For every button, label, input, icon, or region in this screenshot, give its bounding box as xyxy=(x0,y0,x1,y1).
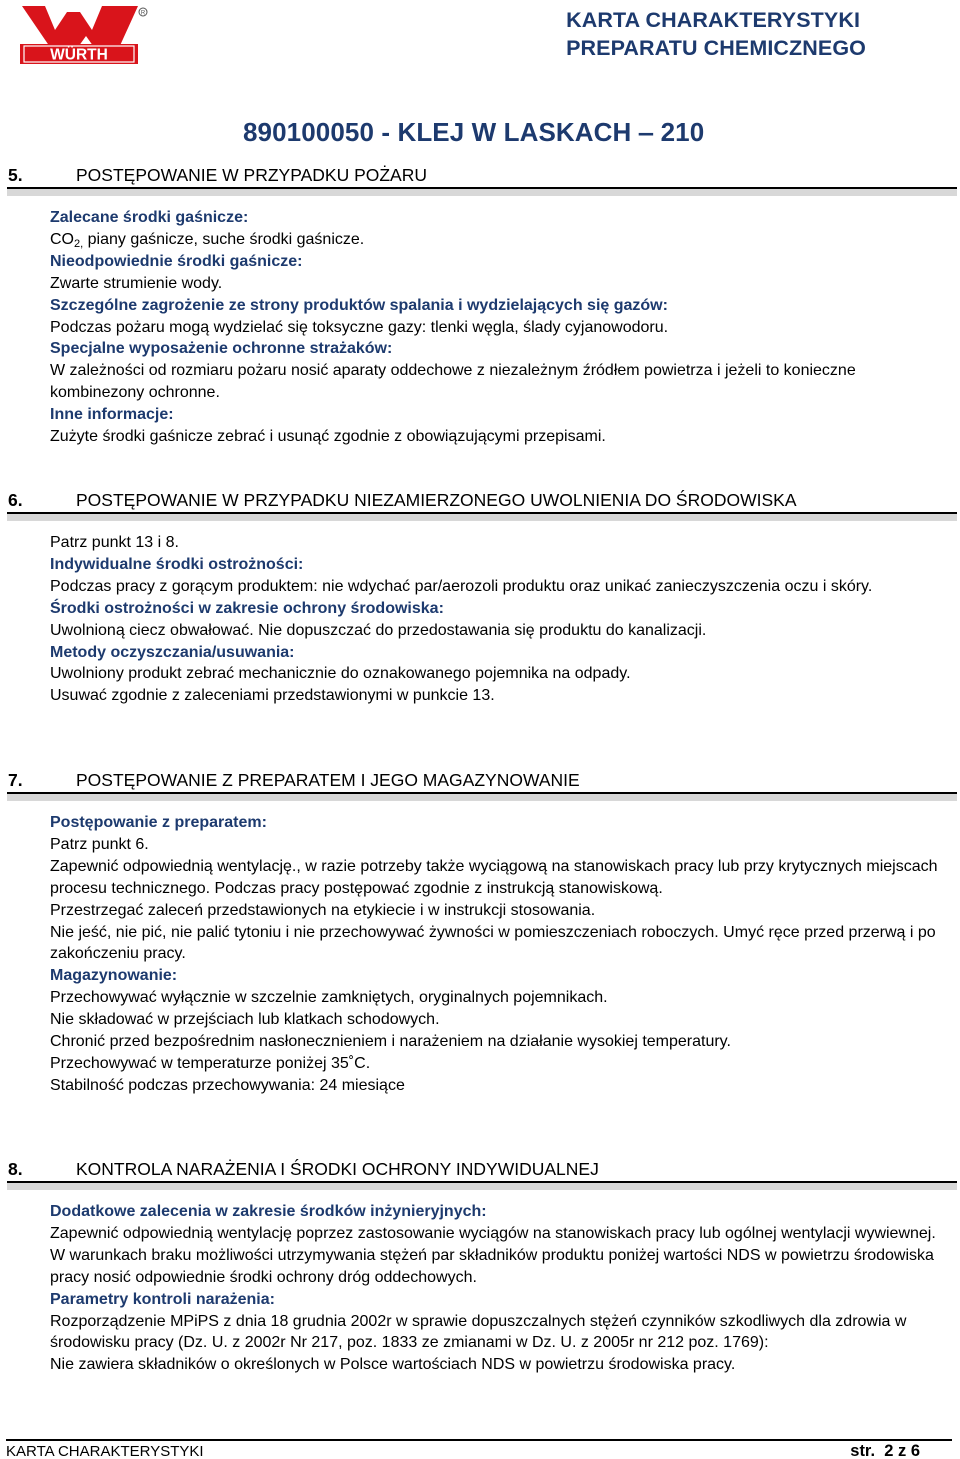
section-number: 7. xyxy=(8,770,23,790)
paragraph: Patrz punkt 13 i 8. xyxy=(50,534,179,551)
section-6-header xyxy=(7,487,957,514)
logo-text: WÜRTH xyxy=(50,46,108,64)
subheading: Metody oczyszczania/usuwania: xyxy=(50,643,295,661)
subheading: Parametry kontroli narażenia: xyxy=(50,1290,275,1308)
subheading: Środki ostrożności w zakresie ochrony środowiska: xyxy=(50,599,444,617)
paragraph: Uwolniony produkt zebrać mechanicznie do oznakowanego pojemnika na odpady. xyxy=(50,665,631,683)
paragraph: Nie zawiera składników o określonych w Polsce wartościach NDS w powietrzu środowiska pracy. xyxy=(50,1356,736,1374)
paragraph: Nie składować w przejściach lub klatkach schodowych. xyxy=(50,1011,440,1029)
section-title: POSTĘPOWANIE W PRZYPADKU NIEZAMIERZONEGO UWOLNIENIA DO ŚRODOWISKA xyxy=(76,490,797,510)
section-title: POSTĘPOWANIE Z PREPARATEM I JEGO MAGAZYNOWANIE xyxy=(76,770,580,790)
paragraph: W warunkach braku możliwości utrzymywania stężeń par składników produktu poniżej wartości NDS w powietrzu środowiska pracy nosić odpowiednie środki ochrony dróg oddechowych. xyxy=(50,1246,934,1286)
subheading: Indywidualne środki ostrożności: xyxy=(50,555,304,573)
section-number: 6. xyxy=(8,490,23,510)
subheading: Postępowanie z preparatem: xyxy=(50,814,267,831)
paragraph: Zwarte strumienie wody. xyxy=(50,274,223,292)
paragraph: Stabilność podczas przechowywania: 24 miesiące xyxy=(50,1076,405,1094)
section-8-body xyxy=(50,1201,945,1376)
section-7-header xyxy=(7,767,957,794)
title-line-2: PREPARATU CHEMICZNEGO xyxy=(566,36,866,60)
paragraph: Podczas pożaru mogą wydzielać się toksyczne gazy: tlenki węgla, ślady cyjanowodoru. xyxy=(50,318,669,336)
section-7-body xyxy=(50,812,945,1097)
paragraph: Przechowywać w temperaturze poniżej 35˚C. xyxy=(50,1054,371,1072)
paragraph: Zużyte środki gaśnicze zebrać i usunąć zgodnie z obowiązującymi przepisami. xyxy=(50,428,606,446)
subheading: Dodatkowe zalecenia w zakresie środków inżynieryjnych: xyxy=(50,1203,487,1220)
section-number: 8. xyxy=(8,1159,23,1179)
section-number: 5. xyxy=(8,165,23,185)
title-line-1: KARTA CHARAKTERYSTYKI xyxy=(566,8,861,32)
subheading: Inne informacje: xyxy=(50,406,174,424)
section-title: KONTROLA NARAŻENIA I ŚRODKI OCHRONY INDYWIDUALNEJ xyxy=(76,1159,599,1179)
subheading: Szczególne zagrożenie ze strony produktów spalania i wydzielających się gazów: xyxy=(50,296,668,314)
footer-doc-name: KARTA CHARAKTERYSTYKI xyxy=(6,1443,204,1459)
paragraph: Chronić przed bezpośrednim nasłonecznieniem i narażeniem na działanie wysokiej temperatury. xyxy=(50,1033,731,1051)
paragraph: Zapewnić odpowiednią wentylację., w razie potrzeby także wyciągową na stanowiskach pracy lub przy krytycznych miejscach procesu technicznego. Podczas pracy postępować zgodnie z instrukcją stanowiskową. xyxy=(50,857,938,897)
paragraph: Przestrzegać zaleceń przedstawionych na etykiecie i w instrukcji stosowania. xyxy=(50,901,596,919)
paragraph: W zależności od rozmiaru pożaru nosić aparaty oddechowe z niezależnym źródłem powietrza i jeżeli to konieczne kombinezony ochronne. xyxy=(50,362,856,402)
subheading: Magazynowanie: xyxy=(50,967,178,985)
paragraph: Zapewnić odpowiednią wentylację poprzez zastosowanie wyciągów na stanowiskach pracy lub ogólnej wentylacji wywiewnej. xyxy=(50,1224,936,1242)
section-6-body xyxy=(50,532,945,707)
subheading: Specjalne wyposażenie ochronne strażaków: xyxy=(50,340,393,358)
page-footer xyxy=(6,1439,952,1459)
section-8-header xyxy=(7,1156,957,1183)
section-5-header xyxy=(7,162,957,189)
product-name: 890100050 - KLEJ W LASKACH ‒ 210 xyxy=(243,117,705,147)
subheading: Zalecane środki gaśnicze: xyxy=(50,209,249,226)
section-title: POSTĘPOWANIE W PRZYPADKU POŻARU xyxy=(76,165,428,185)
subheading: Nieodpowiednie środki gaśnicze: xyxy=(50,252,303,270)
paragraph: Patrz punkt 6. xyxy=(50,835,149,853)
paragraph: Uwolnioną ciecz obwałować. Nie dopuszczać do przedostawania się produktu do kanalizacji. xyxy=(50,621,707,639)
paragraph: Usuwać zgodnie z zaleceniami przedstawionymi w punkcie 13. xyxy=(50,687,495,705)
paragraph: Nie jeść, nie pić, nie palić tytoniu i nie przechowywać żywności w pomieszczeniach roboczych. Umyć ręce przed przerwą i po zakończeniu pracy. xyxy=(50,923,936,963)
document-title xyxy=(566,6,866,62)
paragraph: $CO_{2,}$ piany gaśnicze, suche środki gaśnicze. xyxy=(50,230,365,250)
svg-text:R: R xyxy=(140,10,146,17)
paragraph: Przechowywać wyłącznie w szczelnie zamkniętych, oryginalnych pojemnikach. xyxy=(50,989,608,1007)
paragraph: Podczas pracy z gorącym produktem: nie wdychać par/aerozoli produktu oraz unikać zanieczyszczenia oczu i skóry. xyxy=(50,577,873,595)
page-number: str. 2 z 6 xyxy=(850,1442,920,1459)
wurth-logo xyxy=(18,4,148,66)
paragraph: Rozporządzenie MPiPS z dnia 18 grudnia 2002r w sprawie dopuszczalnych stężeń czynników szkodliwych dla zdrowia w środowisku pracy (Dz. U. z 2002r Nr 217, poz. 1833 ze zmianami w Dz. U. z 2005r nr 212 poz. 1769): xyxy=(50,1312,907,1352)
section-5-body xyxy=(50,207,945,448)
